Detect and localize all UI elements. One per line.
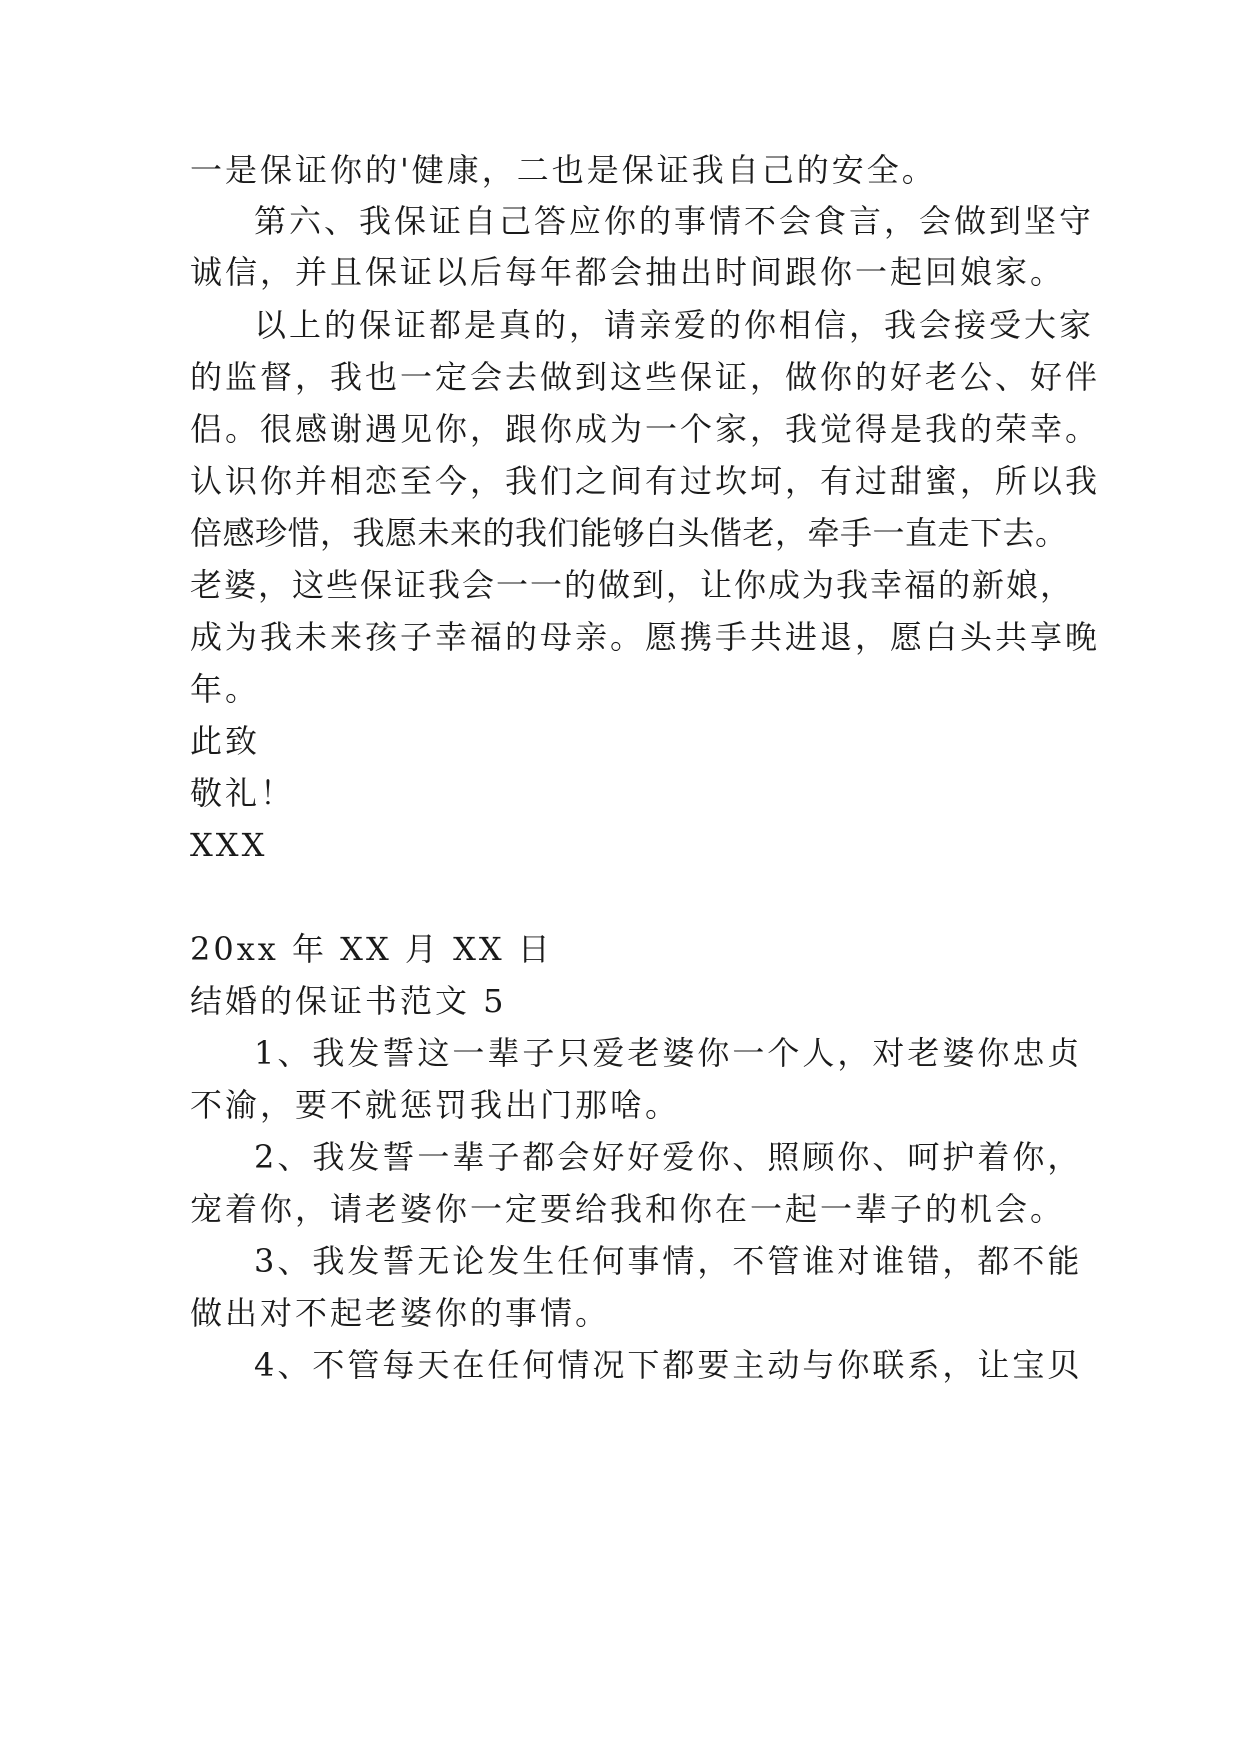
paragraph-line: 4、不管每天在任何情况下都要主动与你联系，让宝贝 — [254, 1346, 1083, 1384]
paragraph-line: 年。 — [190, 670, 261, 708]
paragraph-line: 以上的保证都是真的，请亲爱的你相信，我会接受大家 — [254, 306, 1095, 344]
paragraph-line: 2、我发誓一辈子都会好好爱你、照顾你、呵护着你， — [254, 1138, 1083, 1176]
paragraph-line: 第六、我保证自己答应你的事情不会食言，会做到坚守 — [254, 202, 1095, 240]
signature-name: XXX — [190, 826, 268, 864]
paragraph-line: 侣。很感谢遇见你，跟你成为一个家，我觉得是我的荣幸。 — [190, 410, 1101, 448]
paragraph-line: 诚信，并且保证以后每年都会抽出时间跟你一起回娘家。 — [190, 253, 1066, 291]
paragraph-line: 做出对不起老婆你的事情。 — [190, 1294, 611, 1332]
paragraph-line: 一是保证你的'健康，二也是保证我自己的安全。 — [190, 151, 937, 189]
paragraph-line: 3、我发誓无论发生任何事情，不管谁对谁错，都不能 — [254, 1242, 1083, 1280]
section-heading: 结婚的保证书范文 5 — [190, 982, 507, 1020]
paragraph-line: 老婆，这些保证我会一一的做到，让你成为我幸福的新娘， — [190, 566, 1075, 604]
signature-date: 20xx 年 XX 月 XX 日 — [190, 930, 553, 968]
paragraph-line: 不渝，要不就惩罚我出门那啥。 — [190, 1086, 681, 1124]
paragraph-line: 成为我未来孩子幸福的母亲。愿携手共进退，愿白头共享晚 — [190, 618, 1101, 656]
paragraph-line: 的监督，我也一定会去做到这些保证，做你的好老公、好伴 — [190, 358, 1101, 396]
paragraph-line: 认识你并相恋至今，我们之间有过坎坷，有过甜蜜，所以我 — [190, 462, 1101, 500]
paragraph-line: 倍感珍惜，我愿未来的我们能够白头偕老，牵手一直走下去。 — [190, 514, 1068, 552]
closing-salutation: 此致 — [190, 722, 261, 760]
paragraph-line: 宠着你，请老婆你一定要给我和你在一起一辈子的机会。 — [190, 1190, 1066, 1228]
paragraph-line: 1、我发誓这一辈子只爱老婆你一个人，对老婆你忠贞 — [254, 1034, 1083, 1072]
closing-regards: 敬礼！ — [190, 774, 296, 812]
